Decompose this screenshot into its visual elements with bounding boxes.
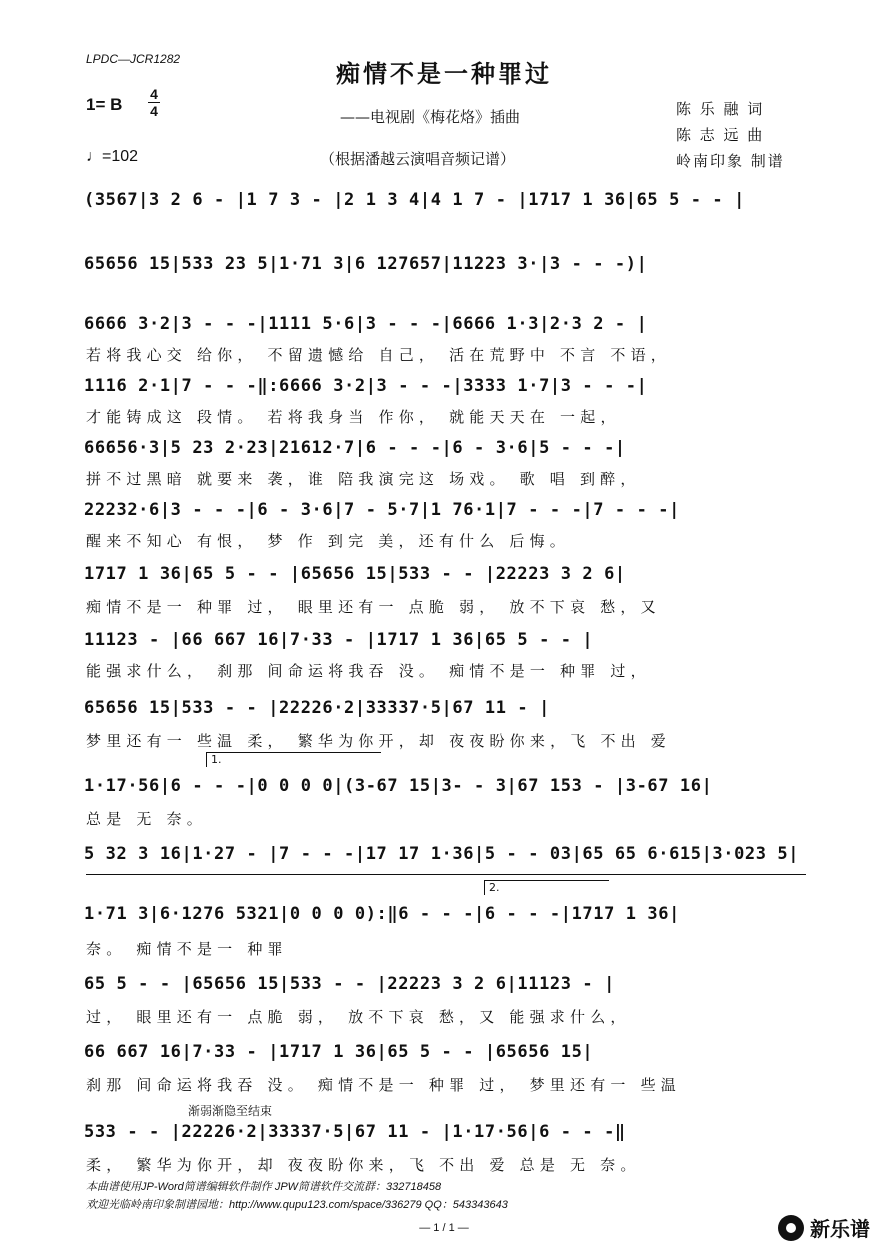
transcription-note: （根据潘越云演唱音频记谱） (320, 150, 516, 168)
arranger-credit: 岭南印象 制谱 (676, 152, 785, 170)
score-line-5-notes: 66656·3|5 23 2·23|21612·7|6 - - -|6 - 3·6|5 - - -| (84, 438, 626, 458)
second-ending-label: 2. (489, 881, 500, 894)
song-subtitle: ——电视剧《梅花烙》插曲 (340, 108, 521, 126)
page-number: — 1 / 1 — (419, 1222, 469, 1234)
score-line-9-lyrics: 梦里还有一 些温 柔， 繁华为你开，却 夜夜盼你来，飞 不出 爱 (86, 732, 672, 750)
tempo-marking: ♩=102 (86, 148, 139, 165)
score-line-8-notes: 11123 - |66 667 16|7·33 - |1717 1 36|65 5 - - | (84, 630, 594, 650)
time-signature (148, 86, 160, 119)
footer-website-note: 欢迎光临岭南印象制谱园地：http://www.qupu123.com/space/336279 QQ：543343643 (86, 1199, 508, 1211)
score-line-10-lyrics: 总是 无 奈。 (86, 810, 207, 828)
score-line-6-notes: 22232·6|3 - - -|6 - 3·6|7 - 5·7|1 76·1|7 - - -|7 - - -| (84, 500, 680, 520)
score-line-7-notes: 1717 1 36|65 5 - - |65656 15|533 - - |22223 3 2 6| (84, 564, 626, 584)
site-logo-text: 新乐谱 (810, 1217, 870, 1241)
score-line-15-notes: 533 - - |22226·2|33337·5|67 11 - |1·17·56|6 - - -‖ (84, 1122, 626, 1142)
score-line-15-lyrics: 柔， 繁华为你开，却 夜夜盼你来，飞 不出 爱 总是 无 奈。 (86, 1156, 641, 1174)
song-title: 痴情不是一种罪过 (336, 59, 552, 88)
score-line-3-notes: 6666 3·2|3 - - -|1111 5·6|3 - - -|6666 1·3|2·3 2 - | (84, 314, 648, 334)
score-line-13-lyrics: 过， 眼里还有一 点脆 弱， 放不下哀 愁，又 能强求什么， (86, 1008, 631, 1026)
first-ending-bracket (206, 752, 381, 767)
score-line-12-lyrics: 奈。 痴情不是一 种罪 (86, 940, 288, 958)
score-line-8-lyrics: 能强求什么， 刹那 间命运将我吞 没。 痴情不是一 种罪 过， (86, 662, 651, 680)
time-signature-top: 4 (150, 86, 158, 102)
dynamics-marking: 渐弱渐隐至结束 (188, 1104, 273, 1118)
score-line-13-notes: 65 5 - - |65656 15|533 - - |22223 3 2 6|11123 - | (84, 974, 615, 994)
second-ending-bracket (484, 880, 609, 895)
lyricist-credit: 陈 乐 融 词 (676, 100, 765, 118)
score-line-2-notes: 65656 15|533 23 5|1·71 3|6 127657|11223 3·|3 - - -)| (84, 254, 648, 274)
key-signature: 1= B (86, 95, 123, 114)
score-line-11-notes: 5 32 3 16|1·27 - |7 - - -|17 17 1·36|5 - - 03|65 65 6·615|3·023 5| (84, 844, 800, 864)
footer-software-note: 本曲谱使用JP-Word简谱编辑软件制作 JPW简谱软件交流群：332718458 (86, 1181, 442, 1193)
score-line-9-notes: 65656 15|533 - - |22226·2|33337·5|67 11 - | (84, 698, 550, 718)
score-line-14-lyrics: 刹那 间命运将我吞 没。 痴情不是一 种罪 过， 梦里还有一 些温 (86, 1076, 681, 1094)
composer-credit: 陈 志 远 曲 (676, 126, 765, 144)
score-line-12-notes: 1·71 3|6·1276 5321|0 0 0 0):‖6 - - -|6 - - -|1717 1 36| (84, 904, 680, 924)
score-line-4-notes: 1116 2·1|7 - - -‖:6666 3·2|3 - - -|3333 1·7|3 - - -| (84, 376, 648, 396)
score-line-6-lyrics: 醒来不知心 有恨， 梦 作 到完 美，还有什么 后悔。 (86, 532, 571, 550)
score-code: LPDC—JCR1282 (86, 52, 181, 66)
site-logo (778, 1213, 870, 1242)
record-icon (778, 1215, 804, 1241)
score-line-10-notes: 1·17·56|6 - - -|0 0 0 0|(3-67 15|3- - 3|67 153 - |3-67 16| (84, 776, 713, 796)
score-line-7-lyrics: 痴情不是一 种罪 过， 眼里还有一 点脆 弱， 放不下哀 愁，又 (86, 598, 661, 616)
score-line-14-notes: 66 667 16|7·33 - |1717 1 36|65 5 - - |65656 15| (84, 1042, 594, 1062)
time-signature-bottom: 4 (150, 103, 158, 119)
score-line-5-lyrics: 拼不过黑暗 就要来 袭，谁 陪我演完这 场戏。 歌 唱 到醉， (86, 470, 641, 488)
score-line-1-notes: (3567|3 2 6 - |1 7 3 - |2 1 3 4|4 1 7 - |1717 1 36|65 5 - - | (84, 190, 745, 210)
ending-bracket-rule (86, 874, 806, 875)
score-line-4-lyrics: 才能铸成这 段情。 若将我身当 作你， 就能天天在 一起， (86, 408, 621, 426)
first-ending-label: 1. (211, 753, 222, 766)
score-line-3-lyrics: 若将我心交 给你， 不留遗憾给 自己， 活在荒野中 不言 不语， (86, 346, 672, 364)
